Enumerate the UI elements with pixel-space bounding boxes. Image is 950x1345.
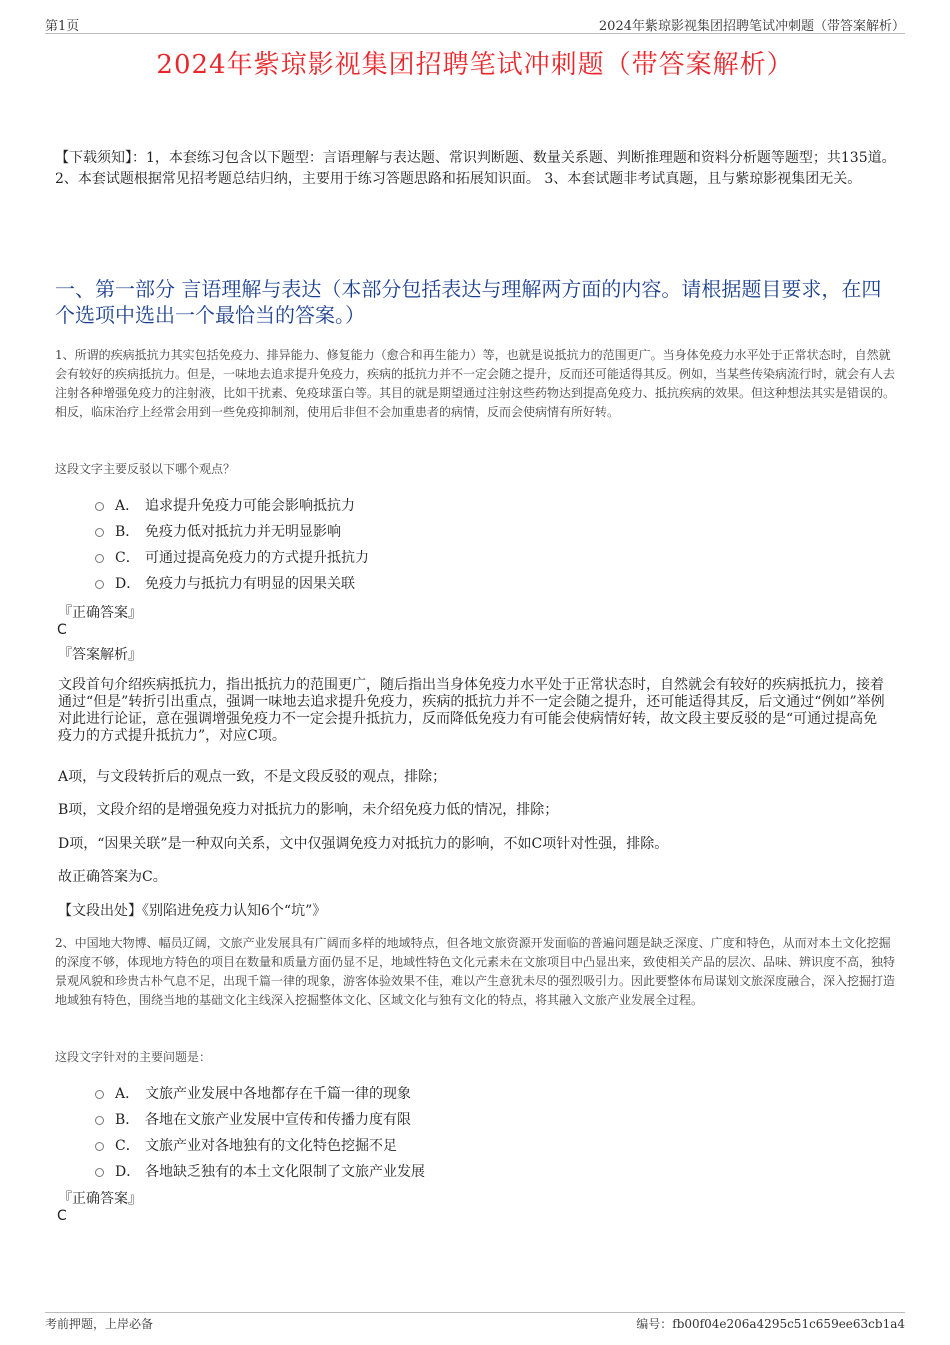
- radio-icon[interactable]: [95, 1116, 104, 1125]
- option-a[interactable]: A． 追求提升免疫力可能会影响抵抗力: [95, 495, 695, 521]
- question-1-passage: 1、所谓的疾病抵抗力其实包括免疫力、排异能力、修复能力（愈合和再生能力）等，也就是说抵抗力的范围更广。当身体免疫力水平处于正常状态时，自然就会有较好的疾病抵抗力。但是，一味地去追求提升免疫力，疾病的抵抗力并不一定会随之提升，反而还可能适得其反。例如，当某些传染病流行时，就会有人去注射各种增强免疫力的注射液，比如干扰素、免疫球蛋白等。其目的就是期望通过注射这些药物达到提高免疫力、抵抗疾病的效果。但这种想法其实是错误的。相反，临床治疗上经常会用到一些免疫抑制剂，使用后非但不会加重患者的病情，反而会使病情有所好转。: [55, 348, 896, 419]
- footer-slogan: 考前押题，上岸必备: [45, 1317, 154, 1331]
- question-2-options: [95, 1083, 695, 1187]
- section-heading: 一、第一部分 言语理解与表达（本部分包括表达与理解两方面的内容。请根据题目要求，在四个选项中选出一个最恰当的答案。）: [55, 277, 882, 327]
- option-a[interactable]: A． 文旅产业发展中各地都存在千篇一律的现象: [95, 1083, 695, 1109]
- question-1-options: [95, 495, 695, 599]
- radio-icon[interactable]: [95, 528, 104, 537]
- option-d[interactable]: D． 各地缺乏独有的本土文化限制了文旅产业发展: [95, 1161, 695, 1187]
- document-code: 编号：fb00f04e206a4295c51c659ee63cb1a4: [636, 1317, 905, 1331]
- question-2-prompt: 这段文字针对的主要问题是：: [55, 1050, 212, 1064]
- analysis-label: 『答案解析』: [58, 647, 142, 663]
- analysis-line-b: B项，文段介绍的是增强免疫力对抵抗力的影响，未介绍免疫力低的情况，排除；: [58, 802, 559, 818]
- question-2-passage: 2、中国地大物博、幅员辽阔，文旅产业发展具有广阔而多样的地域特点，但各地文旅资源开发面临的普遍问题是缺乏深度、广度和特色，从而对本土文化挖掘的深度不够，体现地方特色的项目在数量和质量方面仍显不足，地域性特色文化元素未在文旅项目中凸显出来，致使相关产品的层次、品味、辨识度不高，独特景观风貌和珍贵古朴气息不足，出现千篇一律的现象，游客体验效果不佳，难以产生意犹未尽的强烈吸引力。因此要整体布局谋划文旅深度融合，深入挖掘打造地域独有特色，围绕当地的基础文化主线深入挖掘整体文化、区域文化与独有文化的特点，将其融入文旅产业发展全过程。: [55, 936, 896, 1007]
- document-title: 2024年紫琼影视集团招聘笔试冲刺题（带答案解析）: [156, 50, 794, 80]
- radio-icon[interactable]: [95, 554, 104, 563]
- radio-icon[interactable]: [95, 1168, 104, 1177]
- page-header: [45, 13, 905, 34]
- download-notice: 【下载须知】：1，本套练习包含以下题型：言语理解与表达题、常识判断题、数量关系题、判断推理题和资料分析题等题型；共135道。 2、本套试题根据常见招考题总结归纳，主要用于练习答题思路和拓展知识面。 3、本套试题非考试真题，且与紫琼影视集团无关。: [55, 150, 896, 187]
- correct-answer: C: [57, 622, 67, 638]
- passage-source: 【文段出处】《别陷进免疫力认知6个“坑”》: [58, 903, 327, 919]
- radio-icon[interactable]: [95, 1142, 104, 1151]
- option-d[interactable]: D． 免疫力与抵抗力有明显的因果关联: [95, 573, 695, 599]
- header-doc-title: 2024年紫琼影视集团招聘笔试冲刺题（带答案解析）: [598, 19, 905, 34]
- answer-label: 『正确答案』: [58, 605, 142, 621]
- page-number: 第1页: [45, 19, 80, 34]
- option-c[interactable]: C． 可通过提高免疫力的方式提升抵抗力: [95, 547, 695, 573]
- answer-label: 『正确答案』: [58, 1191, 142, 1207]
- option-b[interactable]: B． 免疫力低对抵抗力并无明显影响: [95, 521, 695, 547]
- radio-icon[interactable]: [95, 502, 104, 511]
- analysis-text: 文段首句介绍疾病抵抗力，指出抵抗力的范围更广，随后指出当身体免疫力水平处于正常状态时，自然就会有较好的疾病抵抗力，接着通过“但是”转折引出重点，强调一味地去追求提升免疫力，疾病的抵抗力并不一定会随之提升，还可能适得其反，后文通过“例如”举例对此进行论证，意在强调增强免疫力不一定会提升抵抗力，反而降低免疫力有可能会使病情好转，故文段主要反驳的是“可通过提高免疫力的方式提升抵抗力”，对应C项。: [58, 677, 885, 744]
- option-c[interactable]: C． 文旅产业对各地独有的文化特色挖掘不足: [95, 1135, 695, 1161]
- radio-icon[interactable]: [95, 1090, 104, 1099]
- question-1-prompt: 这段文字主要反驳以下哪个观点？: [55, 462, 236, 476]
- page-footer: [45, 1312, 905, 1331]
- correct-answer: C: [57, 1208, 67, 1224]
- analysis-line-a: A项，与文段转折后的观点一致，不是文段反驳的观点，排除；: [58, 769, 447, 785]
- radio-icon[interactable]: [95, 580, 104, 589]
- option-b[interactable]: B． 各地在文旅产业发展中宣传和传播力度有限: [95, 1109, 695, 1135]
- analysis-conclusion: 故正确答案为C。: [58, 869, 167, 885]
- analysis-line-d: D项，“因果关联”是一种双向关系，文中仅强调免疫力对抵抗力的影响，不如C项针对性强，排除。: [58, 836, 669, 852]
